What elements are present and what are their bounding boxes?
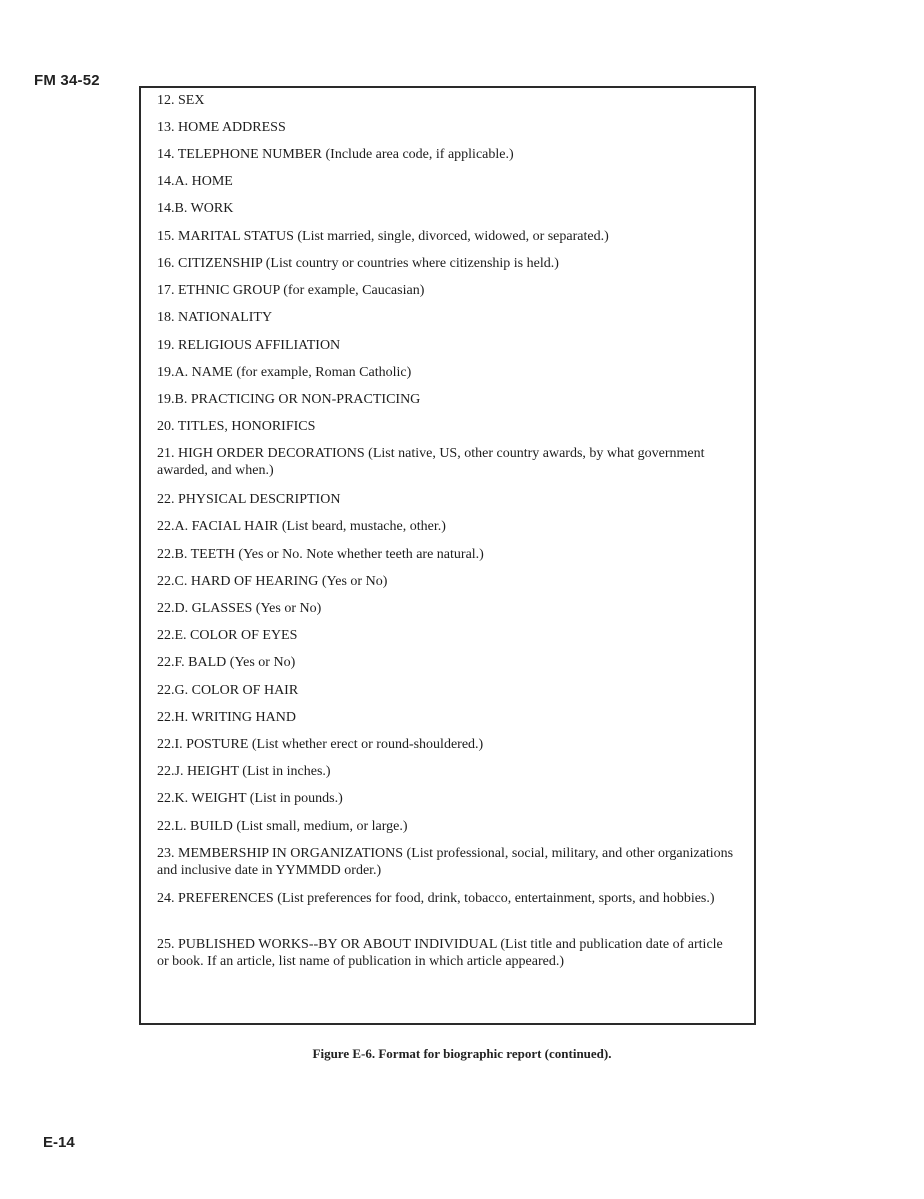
list-item: 12. SEX (157, 93, 205, 108)
list-item: 22.C. HARD OF HEARING (Yes or No) (157, 574, 388, 589)
list-item: 19.A. NAME (for example, Roman Catholic) (157, 365, 412, 380)
list-item: 16. CITIZENSHIP (List country or countries where citizenship is held.) (157, 256, 559, 271)
list-item: 21. HIGH ORDER DECORATIONS (List native, US, other country awards, by what government awarded, and when.) (157, 446, 705, 478)
list-item: 22.F. BALD (Yes or No) (157, 655, 296, 670)
manual-code: FM 34-52 (34, 72, 100, 89)
list-item: 25. PUBLISHED WORKS--BY OR ABOUT INDIVIDUAL (List title and publication date of article or book. If an article, list name of publication in which article appeared.) (157, 937, 723, 969)
list-item: 14.A. HOME (157, 174, 233, 189)
list-item: 22.A. FACIAL HAIR (List beard, mustache, other.) (157, 519, 446, 534)
list-item: 13. HOME ADDRESS (157, 120, 286, 135)
list-item: 22.J. HEIGHT (List in inches.) (157, 764, 331, 779)
list-item: 15. MARITAL STATUS (List married, single, divorced, widowed, or separated.) (157, 229, 609, 244)
list-item: 14.B. WORK (157, 201, 234, 216)
list-item: 22.E. COLOR OF EYES (157, 628, 298, 643)
list-item: 24. PREFERENCES (List preferences for food, drink, tobacco, entertainment, sports, and hobbies.) (157, 891, 715, 906)
list-item: 19. RELIGIOUS AFFILIATION (157, 338, 341, 353)
list-item: 22.I. POSTURE (List whether erect or round-shouldered.) (157, 737, 484, 752)
list-item: 22.G. COLOR OF HAIR (157, 683, 299, 698)
list-item: 18. NATIONALITY (157, 310, 273, 325)
page-number: E-14 (43, 1134, 75, 1151)
list-item: 22.H. WRITING HAND (157, 710, 296, 725)
list-item: 17. ETHNIC GROUP (for example, Caucasian) (157, 283, 425, 298)
list-item: 22.B. TEETH (Yes or No. Note whether teeth are natural.) (157, 547, 484, 562)
list-item: 20. TITLES, HONORIFICS (157, 419, 316, 434)
list-item: 19.B. PRACTICING OR NON-PRACTICING (157, 392, 421, 407)
list-item: 22. PHYSICAL DESCRIPTION (157, 492, 341, 507)
figure-caption: Figure E-6. Format for biographic report (continued). (312, 1046, 612, 1061)
list-item: 23. MEMBERSHIP IN ORGANIZATIONS (List professional, social, military, and other organizations and inclusive date in YYMMDD order.) (157, 846, 734, 878)
list-item: 22.K. WEIGHT (List in pounds.) (157, 791, 343, 806)
list-item: 14. TELEPHONE NUMBER (Include area code, if applicable.) (157, 147, 514, 162)
list-item: 22.L. BUILD (List small, medium, or large.) (157, 819, 408, 834)
list-item: 22.D. GLASSES (Yes or No) (157, 601, 322, 616)
